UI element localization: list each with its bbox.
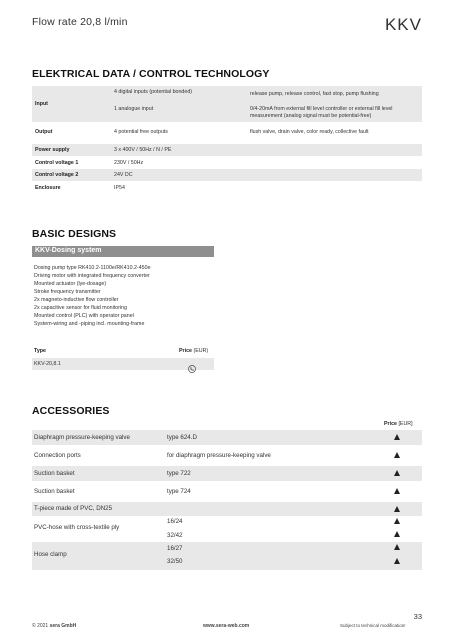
footer-note: Subject to technical modification! <box>340 623 406 628</box>
price-label: Price <box>179 348 192 354</box>
power-label: Power supply <box>35 147 70 153</box>
output-value: 4 potential free outputs <box>114 129 168 135</box>
accessory-desc: type 722 <box>167 470 191 477</box>
price-column-header <box>179 348 208 355</box>
input-analogue-desc-1: 0/4-20mA from external fill level controller or external fill level <box>250 106 393 112</box>
accessories-price-unit: [EUR] <box>398 421 413 427</box>
power-value: 3 x 400V / 50Hz / N / PE <box>114 147 172 153</box>
accessory-size: 32/50 <box>167 558 183 565</box>
website-link[interactable]: www.sera-web.com <box>203 623 250 629</box>
accessory-name: Hose clamp <box>34 551 67 558</box>
triangle-icon <box>394 518 400 524</box>
price-unit: (EUR) <box>193 348 209 354</box>
list-item: Mounted actuator (lye-dosage) <box>34 281 107 287</box>
triangle-icon <box>394 452 400 458</box>
input-analogue-value: 1 analogue input <box>114 106 154 112</box>
accessory-size: 32/42 <box>167 532 183 539</box>
triangle-icon <box>394 470 400 476</box>
phone-icon <box>188 360 196 368</box>
input-analogue-desc-2: measurement (analog signal must be potential-free) <box>250 113 372 119</box>
list-item: Driving motor with integrated frequency converter <box>34 273 150 279</box>
list-item: 2x capacitive sensor for fluid monitoring <box>34 305 128 311</box>
type-value: KKV-20,8.1 <box>34 361 61 367</box>
list-item: System-wiring and -piping incl. mounting-frame <box>34 321 145 327</box>
accessory-name: PVC-hose with cross-textile ply <box>34 524 120 531</box>
triangle-icon <box>394 488 400 494</box>
output-desc: flush valve, drain valve, color ready, collective fault <box>250 129 369 135</box>
accessories-price-header <box>384 421 413 428</box>
accessory-name: Connection ports <box>34 452 81 459</box>
page-number: 33 <box>413 612 422 621</box>
list-item: Stroke frequency transmitter <box>34 289 101 295</box>
input-digital-desc: release pump, release control, fast stop, pump flushing <box>250 91 379 97</box>
output-label: Output <box>35 129 53 135</box>
control-voltage-2-label: Control voltage 2 <box>35 172 79 178</box>
enclosure-value: IP54 <box>114 185 125 191</box>
company-name: sera GmbH <box>49 623 77 629</box>
flow-rate-header: Flow rate 20,8 l/min <box>32 16 128 28</box>
accessories-title: ACCESSORIES <box>32 405 110 417</box>
input-digital-value: 4 digital inputs (potential bonded) <box>114 89 193 95</box>
type-column-header: Type <box>34 348 46 354</box>
accessory-name: Suction basket <box>34 470 75 477</box>
triangle-icon <box>394 544 400 550</box>
footer-copyright <box>32 623 76 629</box>
list-item: Mounted control (PLC) with operator panel <box>34 313 134 319</box>
accessory-size: 16/24 <box>167 518 183 525</box>
accessory-name: Suction basket <box>34 488 75 495</box>
accessories-price-label: Price <box>384 421 397 427</box>
input-label: Input <box>35 101 48 107</box>
triangle-icon <box>394 434 400 440</box>
control-voltage-2-value: 24V DC <box>114 172 133 178</box>
accessory-desc: for diaphragm pressure-keeping valve <box>167 452 271 459</box>
triangle-icon <box>394 531 400 537</box>
basic-designs-title: BASIC DESIGNS <box>32 228 117 240</box>
enclosure-label: Enclosure <box>35 185 61 191</box>
system-title-bar <box>32 246 214 257</box>
accessory-name: Diaphragm pressure-keeping valve <box>34 434 130 441</box>
power-row <box>32 144 422 156</box>
accessory-desc: type 624.D <box>167 434 197 441</box>
control-voltage-2-row <box>32 169 422 181</box>
list-item: Dosing pump type RK410.2-1100e/RK410.2-450e <box>34 265 151 271</box>
electrical-section-title: ELEKTRICAL DATA / CONTROL TECHNOLOGY <box>32 68 270 80</box>
triangle-icon <box>394 558 400 564</box>
triangle-icon <box>394 506 400 512</box>
table-row <box>32 542 422 570</box>
accessory-name: T-piece made of PVC, DN25 <box>34 505 113 512</box>
list-item: 2x magneto-inductive flow controller <box>34 297 119 303</box>
table-row <box>32 466 422 481</box>
control-voltage-1-label: Control voltage 1 <box>35 160 79 166</box>
copyright-text: © 2021 <box>32 623 50 629</box>
accessory-desc: type 724 <box>167 488 191 495</box>
product-code-header: KKV <box>384 15 422 34</box>
accessory-size: 16/27 <box>167 545 183 552</box>
control-voltage-1-value: 230V / 50Hz <box>114 160 144 166</box>
system-title: KKV-Dosing system <box>35 247 102 254</box>
